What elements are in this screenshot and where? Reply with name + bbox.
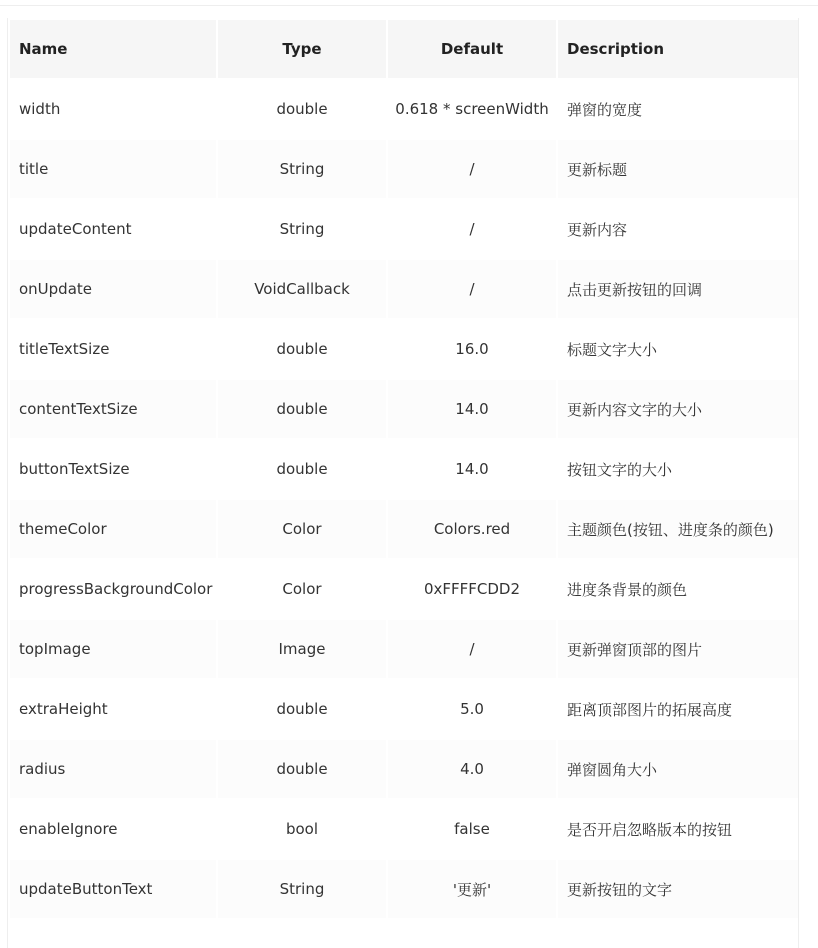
header-default: Default [388, 20, 556, 78]
table-row [10, 620, 798, 678]
table-row [10, 80, 798, 138]
table-row [10, 380, 798, 438]
table-row [10, 440, 798, 498]
cell-description: 点击更新按钮的回调 [558, 260, 798, 318]
cell-type: double [218, 380, 386, 438]
cell-type: bool [218, 800, 386, 858]
cell-name: titleTextSize [10, 320, 216, 378]
cell-default: '更新' [388, 860, 556, 918]
cell-name: updateContent [10, 200, 216, 258]
table-row [10, 740, 798, 798]
cell-type: double [218, 80, 386, 138]
cell-type: String [218, 860, 386, 918]
cell-type: double [218, 740, 386, 798]
cell-name: title [10, 140, 216, 198]
cell-default: 14.0 [388, 440, 556, 498]
cell-description: 更新弹窗顶部的图片 [558, 620, 798, 678]
cell-type: double [218, 320, 386, 378]
cell-name: progressBackgroundColor [10, 560, 216, 618]
table-header-row [10, 20, 798, 78]
cell-description: 更新按钮的文字 [558, 860, 798, 918]
table-row [10, 860, 798, 918]
cell-default: / [388, 260, 556, 318]
cell-description: 标题文字大小 [558, 320, 798, 378]
header-description: Description [558, 20, 798, 78]
cell-default: 14.0 [388, 380, 556, 438]
cell-default: 0xFFFFCDD2 [388, 560, 556, 618]
cell-description: 弹窗的宽度 [558, 80, 798, 138]
table-row [10, 500, 798, 558]
cell-name: topImage [10, 620, 216, 678]
cell-description: 距离顶部图片的拓展高度 [558, 680, 798, 738]
cell-default: / [388, 620, 556, 678]
cell-description: 更新内容 [558, 200, 798, 258]
cell-default: 0.618 * screenWidth [388, 80, 556, 138]
cell-type: Color [218, 500, 386, 558]
table-row [10, 800, 798, 858]
parameters-table [8, 18, 799, 920]
cell-type: String [218, 140, 386, 198]
cell-description: 是否开启忽略版本的按钮 [558, 800, 798, 858]
cell-name: extraHeight [10, 680, 216, 738]
cell-type: double [218, 440, 386, 498]
cell-type: VoidCallback [218, 260, 386, 318]
cell-default: Colors.red [388, 500, 556, 558]
cell-default: 16.0 [388, 320, 556, 378]
header-type: Type [218, 20, 386, 78]
cell-description: 按钮文字的大小 [558, 440, 798, 498]
cell-default: 5.0 [388, 680, 556, 738]
cell-default: 4.0 [388, 740, 556, 798]
cell-description: 弹窗圆角大小 [558, 740, 798, 798]
cell-description: 主题颜色(按钮、进度条的颜色) [558, 500, 798, 558]
cell-default: / [388, 200, 556, 258]
cell-name: themeColor [10, 500, 216, 558]
cell-default: false [388, 800, 556, 858]
table-row [10, 560, 798, 618]
cell-description: 更新标题 [558, 140, 798, 198]
cell-name: radius [10, 740, 216, 798]
table-row [10, 680, 798, 738]
cell-name: buttonTextSize [10, 440, 216, 498]
cell-default: / [388, 140, 556, 198]
cell-type: Color [218, 560, 386, 618]
cell-type: double [218, 680, 386, 738]
cell-name: contentTextSize [10, 380, 216, 438]
table-row [10, 140, 798, 198]
header-name: Name [10, 20, 216, 78]
cell-type: Image [218, 620, 386, 678]
cell-description: 进度条背景的颜色 [558, 560, 798, 618]
cell-name: onUpdate [10, 260, 216, 318]
cell-name: updateButtonText [10, 860, 216, 918]
cell-name: width [10, 80, 216, 138]
cell-name: enableIgnore [10, 800, 216, 858]
top-divider [0, 5, 818, 6]
table-row [10, 320, 798, 378]
table-row [10, 200, 798, 258]
cell-description: 更新内容文字的大小 [558, 380, 798, 438]
parameters-table-container [7, 18, 799, 948]
table-row [10, 260, 798, 318]
cell-type: String [218, 200, 386, 258]
